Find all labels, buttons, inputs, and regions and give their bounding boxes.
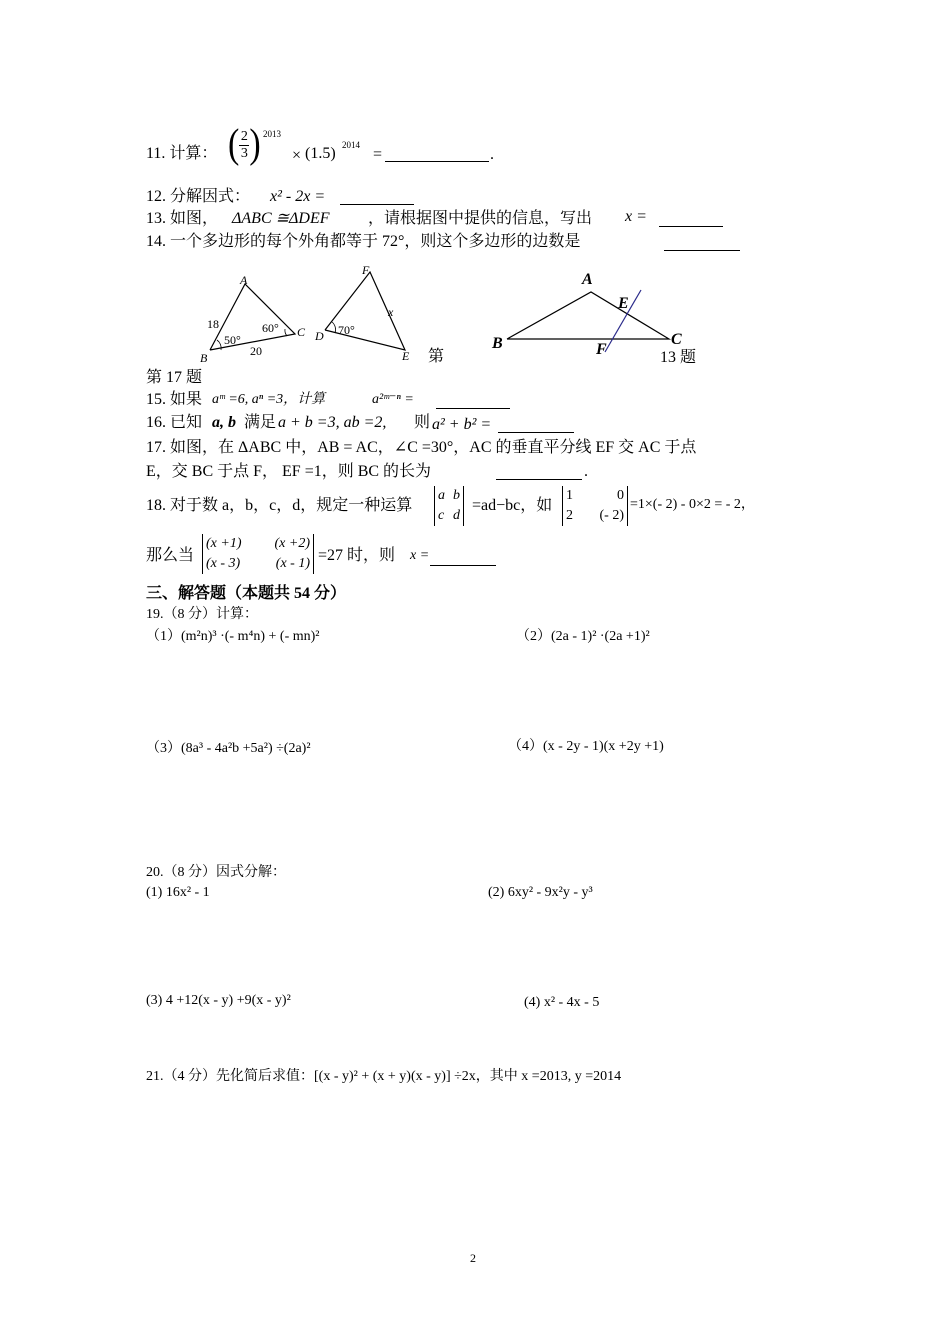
q13-congruence: ΔABC ≅ΔDEF bbox=[232, 210, 330, 227]
q19-part2: （2）(2a - 1)² ·(2a +1)² bbox=[516, 629, 650, 644]
fig17-label-C: C bbox=[297, 325, 306, 339]
q20-part2: (2) 6xy² - 9x²y - y³ bbox=[488, 885, 593, 900]
q18-answer-blank[interactable] bbox=[430, 564, 496, 566]
q15-expression: a²ᵐ⁻ⁿ = bbox=[372, 392, 414, 407]
q18-determinant-question: (x +1) (x +2) (x - 3) (x - 1) bbox=[202, 534, 314, 574]
q17-line2: E，交 BC 于点 F， EF =1，则 BC 的长为 bbox=[146, 463, 432, 480]
fig13-label-B: B bbox=[492, 335, 503, 352]
q19-part4: （4）(x - 2y - 1)(x +2y +1) bbox=[508, 739, 664, 754]
q18-determinant-example: 1 0 2 (- 2) bbox=[562, 486, 628, 526]
q17-answer-blank[interactable] bbox=[496, 478, 582, 480]
q16-label: 16. 已知 bbox=[146, 414, 203, 431]
fig13-caption: 13 题 bbox=[660, 349, 697, 366]
q11-period: . bbox=[490, 146, 494, 163]
fig17-side-x: x bbox=[388, 305, 394, 319]
q11-numerator: 2 bbox=[240, 128, 248, 144]
q18-example: =1×(- 2) - 0×2 = - 2， bbox=[630, 497, 755, 512]
q18-definition: =ad−bc，如 bbox=[472, 497, 553, 514]
q17-line1: 17. 如图，在 ΔABC 中，AB = AC，∠C =30°，AC 的垂直平分线 EF 交 AC 于点 bbox=[146, 439, 697, 456]
q16-expression: a² + b² = bbox=[432, 416, 492, 433]
fig13-label-F: F bbox=[596, 341, 607, 358]
q15-answer-blank[interactable] bbox=[436, 407, 510, 409]
q11-exp2: 2014 bbox=[342, 140, 360, 150]
fig17-label-F: F bbox=[362, 263, 370, 277]
q16-mid: 满足 bbox=[244, 414, 277, 431]
fig13-label-E: E bbox=[618, 295, 629, 312]
fig17-angle-70: 70° bbox=[338, 323, 355, 337]
section3-title: 三、解答题（本题共 54 分） bbox=[146, 585, 347, 602]
q11-base2: (1.5) bbox=[305, 145, 336, 162]
fig17-label-E: E bbox=[402, 349, 410, 363]
q19-label: 19.（8 分）计算： bbox=[146, 607, 258, 622]
q11-exp1: 2013 bbox=[263, 129, 281, 139]
q16-then: 则 bbox=[414, 414, 431, 431]
q20-part1: (1) 16x² - 1 bbox=[146, 885, 210, 900]
q11-fraction-group: ( $\frac{2}{3}$ ) bbox=[228, 122, 261, 167]
triangle-abc bbox=[210, 284, 295, 350]
q13-var: x = bbox=[625, 208, 647, 225]
q11-eq: = bbox=[373, 146, 383, 163]
q18-var: x = bbox=[410, 548, 430, 563]
figure-17-triangles bbox=[195, 262, 435, 367]
q14-text: 14. 一个多边形的每个外角都等于 72°，则这个多边形的边数是 bbox=[146, 233, 581, 250]
q20-part3: (3) 4 +12(x - y) +9(x - y)² bbox=[146, 993, 291, 1008]
q16-answer-blank[interactable] bbox=[498, 431, 574, 433]
q20-part4: (4) x² - 4x - 5 bbox=[524, 995, 600, 1010]
q13-label: 13. 如图， bbox=[146, 210, 219, 227]
fig17-angle-60: 60° bbox=[262, 321, 279, 335]
fig17-caption-di: 第 bbox=[428, 348, 445, 365]
q14-answer-blank[interactable] bbox=[664, 249, 740, 251]
q13-text: ，请根据图中提供的信息，写出 bbox=[368, 210, 593, 227]
q16-vars: a, b bbox=[212, 414, 236, 431]
q12-expression: x² - 2x = bbox=[270, 188, 326, 205]
fig17-caption: 第 17 题 bbox=[146, 369, 203, 386]
fig17-label-D: D bbox=[315, 329, 324, 343]
q15-label: 15. 如果 bbox=[146, 391, 203, 408]
q11-times: × bbox=[292, 147, 302, 164]
q18-label: 18. 对于数 a，b，c，d，规定一种运算 bbox=[146, 497, 413, 514]
fig17-side-18: 18 bbox=[207, 317, 219, 331]
q12-answer-blank[interactable] bbox=[340, 203, 414, 205]
q19-part1: （1）(m²n)³ ·(- m⁴n) + (- mn)² bbox=[146, 629, 320, 644]
q18-determinant-def: a b c d bbox=[434, 486, 464, 526]
q16-condition: a + b =3, ab =2, bbox=[278, 414, 387, 431]
fig13-label-A: A bbox=[582, 271, 593, 288]
fig17-side-20: 20 bbox=[250, 344, 262, 358]
fig17-label-A: A bbox=[240, 273, 248, 287]
q18-line2-label: 那么当 bbox=[146, 547, 195, 564]
q20-label: 20.（8 分）因式分解： bbox=[146, 865, 286, 880]
fig13-label-C: C bbox=[671, 331, 682, 348]
q13-answer-blank[interactable] bbox=[659, 225, 723, 227]
fig17-label-B: B bbox=[200, 351, 208, 365]
q11-denominator: 3 bbox=[240, 145, 248, 161]
page-number: 2 bbox=[470, 1251, 476, 1265]
q21-text: 21.（4 分）先化简后求值：[(x - y)² + (x + y)(x - y)] ÷2x，其中 x =2013, y =2014 bbox=[146, 1069, 622, 1084]
q18-line2-rest: =27 时，则 bbox=[318, 547, 396, 564]
q11-label: 11. 计算： bbox=[146, 145, 218, 162]
q12-label: 12. 分解因式： bbox=[146, 188, 251, 205]
fig17-angle-50: 50° bbox=[224, 333, 241, 347]
q17-period: . bbox=[584, 463, 588, 480]
q11-answer-blank[interactable] bbox=[385, 160, 489, 162]
triangle-abc-13 bbox=[507, 292, 669, 339]
q15-condition: aᵐ =6, aⁿ =3，计算 bbox=[212, 392, 326, 407]
q19-part3: （3）(8a³ - 4a²b +5a²) ÷(2a)² bbox=[146, 741, 311, 756]
